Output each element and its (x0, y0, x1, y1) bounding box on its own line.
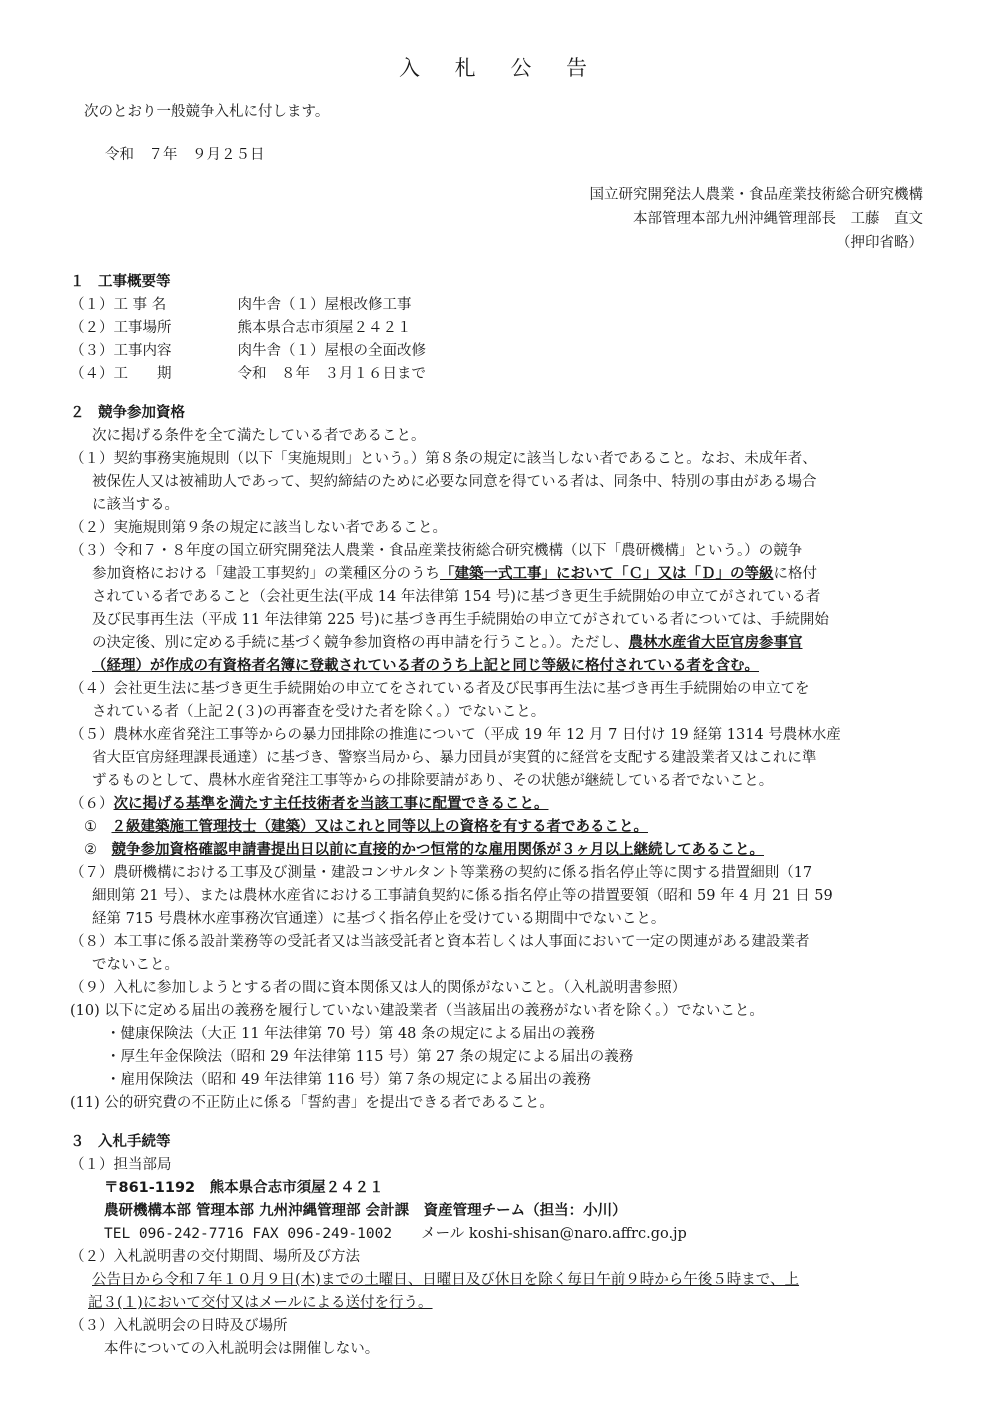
item-3-text: に格付 (773, 566, 817, 582)
briefing-note: 本件についての入札説明会は開催しない。 (104, 1341, 380, 1357)
item-label: 工事場所 (113, 320, 172, 336)
list-item: ・雇用保険法（昭和 49 年法律第 116 号）第７条の規定による届出の義務 (106, 1072, 592, 1088)
section-heading (70, 402, 930, 425)
item-7-line-2: 細則第 21 号）、または農林水産省における工事請負契約に係る指名停止等の措置要領（昭和 59 年 4 月 21 日 59 (92, 888, 833, 904)
item-4-line-1: （４）会社更生法に基づき更生手続開始の申立てをされている者及び民事再生法に基づき再生手続開始の申立てを (70, 681, 810, 697)
item-number: （１） (70, 297, 114, 313)
item-1-line-2: 被保佐人又は被補助人であって、契約締結のために必要な同意を得ている者は、同条中、特別の事由がある場合 (92, 474, 817, 490)
item-1: （１）担当部局 (70, 1157, 172, 1173)
item-3-line-6 (70, 655, 930, 678)
section-bid-procedures (70, 1131, 930, 1361)
item-10: (10) 以下に定める届出の義務を履行していない建設業者（当該届出の義務がない者を除く。）でないこと。 (70, 1003, 764, 1019)
item-2: （２）入札説明書の交付期間、場所及び方法 (70, 1249, 360, 1265)
section-heading (70, 271, 930, 294)
item-1-line-3: に該当する。 (92, 497, 179, 513)
item-value: 肉牛舎（１）屋根の全面改修 (237, 343, 426, 359)
distribution-period-line-1 (70, 1269, 930, 1292)
section-lead: 次に掲げる条件を全て満たしている者であること。 (92, 428, 426, 444)
contact-address: 〒861-1192 熊本県合志市須屋２４２１ (104, 1180, 384, 1196)
registry-note: （経理）が作成の有資格者名簿に登載されている者のうち上記と同じ等級に格付されている者を含む。 (92, 658, 759, 674)
contact-tel-fax: TEL 096-242-7716 FAX 096-249-1002 (104, 1226, 393, 1242)
item-2: （２）実施規則第９条の規定に該当しない者であること。 (70, 520, 447, 536)
item-3-line-4: 及び民事再生法（平成 11 年法律第 225 号)に基づき再生手続開始の申立てがされている者については、手続開始 (92, 612, 829, 628)
item-5-line-1: （５）農林水産省発注工事等からの暴力団排除の推進について（平成 19 年 12 月 7 日付け 19 経第 1314 号農林水産 (70, 727, 841, 743)
item-3: （３）入札説明会の日時及び場所 (70, 1318, 288, 1334)
item-number: （３） (70, 343, 114, 359)
item-6 (70, 793, 930, 816)
item-3-line-3: されている者であること（会社更生法(平成 14 年法律第 154 号)に基づき更生手続開始の申立てがされている者 (92, 589, 821, 605)
item-3-text: 参加資格における「建設工事契約」の業種区分のうち (92, 566, 440, 582)
item-5-line-3: ずるものとして、農林水産省発注工事等からの排除要請があり、その状態が継続している者でないこと。 (92, 773, 774, 789)
issuer-block (590, 183, 924, 255)
contact-phone-mail (70, 1223, 930, 1246)
section-number: ２ (70, 405, 85, 421)
list-item (70, 363, 930, 386)
section-number: ３ (70, 1134, 85, 1150)
intro-text: 次のとおり一般競争入札に付します。 (84, 104, 330, 120)
employment-requirement: 競争参加資格確認申請書提出日以前に直接的かつ恒常的な雇用関係が３ヶ月以上継続してあること。 (111, 842, 764, 858)
section-eligibility (70, 402, 930, 1115)
item-7-line-1: （７）農研機構における工事及び測量・建設コンサルタント等業務の契約に係る指名停止等に関する措置細則（17 (70, 865, 813, 881)
section-title: 入札手続等 (98, 1134, 171, 1150)
item-1-line-1: （１）契約事務実施規則（以下「実施規則」という。）第８条の規定に該当しない者であること。なお、未成年者、 (70, 451, 817, 467)
item-6-sub-1 (70, 816, 930, 839)
page-title: 入 札 公 告 (398, 56, 602, 80)
section-title: 工事概要等 (98, 274, 171, 290)
item-3-text: の決定後、別に定める手続に基づく競争参加資格の再申請を行うこと。）。ただし、 (92, 635, 629, 651)
item-8-line-2: でないこと。 (92, 957, 179, 973)
distribution-period: 公告日から令和７年１０月９日(木)までの土曜日、日曜日及び休日を除く毎日午前９時から午後５時まで、上 (92, 1272, 800, 1288)
contact-email: メール koshi-shisan@naro.affrc.go.jp (421, 1226, 687, 1242)
item-7-line-3: 経第 715 号農林水産事務次官通達）に基づく指名停止を受けている期間中でないこと。 (92, 911, 666, 927)
contact-department: 農研機構本部 管理本部 九州沖縄管理部 会計課 資産管理チーム（担当：小川） (104, 1203, 627, 1219)
list-item (70, 317, 930, 340)
item-4-line-2: されている者（上記２(３)の再審査を受けた者を除く。）でないこと。 (92, 704, 546, 720)
item-value: 肉牛舎（１）屋根改修工事 (237, 297, 412, 313)
section-heading (70, 1131, 930, 1154)
item-label: 工 期 (113, 366, 172, 382)
section-number: １ (70, 274, 85, 290)
distribution-period-line-2 (70, 1292, 930, 1315)
qualification-requirement: ２級建築施工管理技士（建築）又はこれと同等以上の資格を有する者であること。 (111, 819, 648, 835)
item-8-line-1: （８）本工事に係る設計業務等の受託者又は当該受託者と資本若しくは人事面において一定の関連がある建設業者 (70, 934, 810, 950)
list-item: ・健康保険法（大正 11 年法律第 70 号）第 48 条の規定による届出の義務 (106, 1026, 596, 1042)
item-number: （６） (70, 796, 114, 812)
seal-note: （押印省略） (836, 235, 923, 251)
item-number: （２） (70, 320, 114, 336)
item-value: 熊本県合志市須屋２４２１ (237, 320, 412, 336)
registry-note: 農林水産省大臣官房参事官 (628, 635, 803, 651)
item-3-line-2 (70, 563, 930, 586)
item-9: （９）入札に参加しようとする者の間に資本関係又は人的関係がないこと。（入札説明書参照） (70, 980, 687, 996)
list-item (70, 294, 930, 317)
item-3-line-1: （３）令和７・８年度の国立研究開発法人農業・食品産業技術総合研究機構（以下「農研機構」という。）の競争 (70, 543, 803, 559)
distribution-method: 記３(１)において交付又はメールによる送付を行う。 (88, 1295, 433, 1311)
engineer-requirement: 次に掲げる基準を満たす主任技術者を当該工事に配置できること。 (113, 796, 549, 812)
item-11: (11) 公的研究費の不正防止に係る「誓約書」を提出できる者であること。 (70, 1095, 554, 1111)
item-3-line-5 (70, 632, 930, 655)
section-work-overview (70, 271, 930, 386)
section-title: 競争参加資格 (98, 405, 185, 421)
item-5-line-2: 省大臣官房経理課長通達）に基づき、警察当局から、暴力団員が実質的に経営を支配する建設業者又はこれに準 (92, 750, 817, 766)
item-label: 工 事 名 (113, 297, 167, 313)
circled-number: ② (84, 842, 97, 858)
item-label: 工事内容 (113, 343, 172, 359)
circled-number: ① (84, 819, 97, 835)
issuer-organization: 国立研究開発法人農業・食品産業技術総合研究機構 (589, 187, 923, 203)
list-item: ・厚生年金保険法（昭和 29 年法律第 115 号）第 27 条の規定による届出の義務 (106, 1049, 634, 1065)
item-number: （４） (70, 366, 114, 382)
list-item (70, 340, 930, 363)
grade-requirement: 「建築一式工事」において「Ｃ」又は「Ｄ」の等級 (440, 566, 774, 582)
issuer-official: 本部管理本部九州沖縄管理部長 工藤 直文 (633, 211, 923, 227)
announcement-date: 令和 ７年 ９月２５日 (105, 147, 265, 163)
item-value: 令和 ８年 ３月１６日まで (237, 366, 426, 382)
item-6-sub-2 (70, 839, 930, 862)
